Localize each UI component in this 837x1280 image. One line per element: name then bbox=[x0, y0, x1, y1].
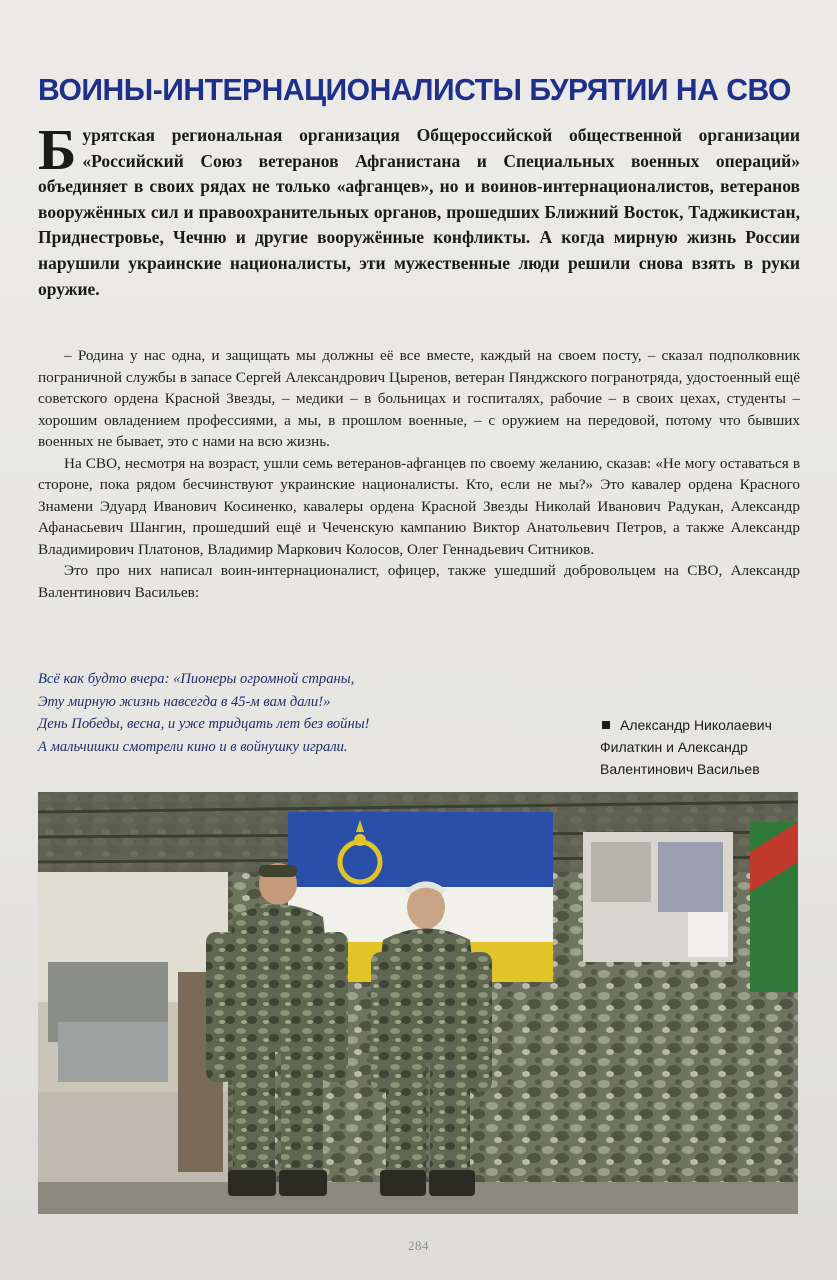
caption-line-3: Валентинович Васильев bbox=[600, 761, 760, 777]
page-number: 284 bbox=[408, 1238, 429, 1253]
lead-paragraph bbox=[38, 117, 800, 302]
drop-cap: Б bbox=[38, 117, 77, 182]
article-photo bbox=[38, 792, 798, 1214]
poem-line: День Победы, весна, и уже тридцать лет без войны! bbox=[38, 716, 370, 732]
poem bbox=[38, 668, 558, 758]
article-body bbox=[38, 345, 800, 603]
photo-two-soldiers-icon bbox=[38, 792, 798, 1214]
body-paragraph-2: На СВО, несмотря на возраст, ушли семь ветеранов-афганцев по своему желанию, сказав: «Не могу оставаться в стороне, пока рядом бесчинствуют украинские националисты. Кто, если не мы?» Это кавалер ордена Красного Знамени Эдуард Иванович Косиненко, кавалеры ордена Красной Звезды Николай Иванович Радукан, Александр Афанасьевич Шангин, прошедший ещё и Чеченскую кампанию Виктор Анатольевич Петров, а также Александр Владимирович Платонов, Владимир Маркович Колосов, Олег Геннадьевич Ситников. bbox=[38, 454, 800, 558]
photo-caption bbox=[600, 714, 800, 780]
lead-text: урятская региональная организация Общероссийской общественной организации «Российский Союз ветеранов Афганистана и Специальных военных операций» объединяет в своих рядах не только «афганцев», но и воинов-интернационалистов, ветеранов вооружённых сил и правоохранительных органов, прошедших Ближний Восток, Таджикистан, Приднестровье, Чечню и другие вооружённые конфликты. А когда мирную жизнь России нарушили украинские националисты, эти мужественные люди решили снова взять в руки оружие. bbox=[38, 125, 800, 299]
poem-line: Эту мирную жизнь навсегда в 45-м вам дали!» bbox=[38, 693, 331, 710]
body-paragraph-3: Это про них написал воин-интернационалист, офицер, также ушедший добровольцем на СВО, Александр Валентинович Васильев: bbox=[38, 562, 800, 601]
caption-bullet-icon bbox=[602, 721, 610, 729]
body-paragraph-1: – Родина у нас одна, и защищать мы должны её все вместе, каждый на своем посту, – сказал подполковник пограничной службы в запасе Сергей Александрович Цыренов, ветеран Пянджского погранотряда, удостоенный ещё советского ордена Красной Звезды, – медики – в больницах и госпиталях, рабочие – в своих цехах, студенты – хорошим овладением профессиями, а мы, в прошлом военные, – с оружием на передовой, потому что бывших военных не бывает, это с нами на всю жизнь. bbox=[38, 347, 800, 450]
poem-line: Всё как будто вчера: «Пионеры огромной страны, bbox=[38, 671, 355, 687]
caption-line-2: Филаткин и Александр bbox=[600, 739, 748, 755]
poem-line: А мальчишки смотрели кино и в войнушку играли. bbox=[38, 738, 348, 755]
article-title: ВОИНЫ-ИНТЕРНАЦИОНАЛИСТЫ БУРЯТИИ НА СВО bbox=[38, 72, 791, 107]
caption-line-1: Александр Николаевич bbox=[620, 717, 772, 733]
